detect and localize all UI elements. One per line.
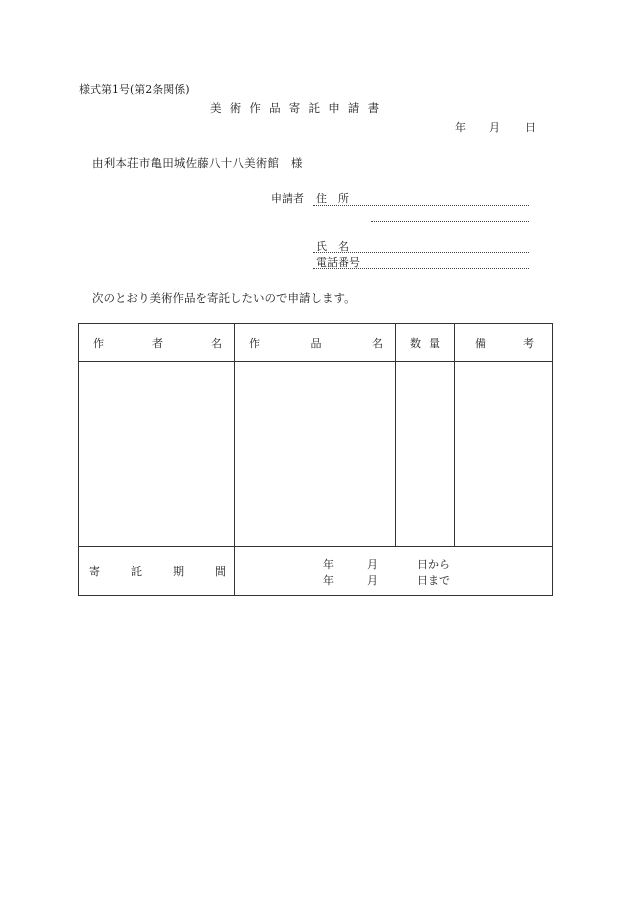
date-year: 年: [455, 121, 466, 134]
deposit-period-label: 寄 託 期 間: [79, 547, 235, 596]
remarks-header: 備 考: [455, 324, 553, 362]
phone-field-line[interactable]: [313, 254, 529, 269]
application-statement: 次のとおり美術作品を寄託したいので申請します。: [92, 291, 356, 305]
quantity-cell[interactable]: [396, 362, 455, 547]
table-row: [79, 362, 553, 547]
addressee: 由利本荘市亀田城佐藤八十八美術館 様: [92, 156, 303, 170]
deposit-period-values[interactable]: [235, 547, 553, 596]
remarks-cell[interactable]: [455, 362, 553, 547]
artwork-table: [78, 323, 553, 596]
address-field-line-2[interactable]: [371, 207, 529, 222]
phone-label: 電話番号: [316, 256, 360, 269]
table-header-row: [79, 324, 553, 362]
author-name-header: 作 者 名: [79, 324, 235, 362]
form-number: 様式第1号(第2条関係): [79, 83, 190, 96]
work-title-header: 作 品 名: [235, 324, 396, 362]
application-date: [455, 119, 536, 135]
address-label: 住 所: [316, 192, 349, 205]
deposit-period-row: [79, 547, 553, 596]
quantity-header: 数 量: [396, 324, 455, 362]
period-from: 年 月 日から: [323, 558, 450, 571]
name-label: 氏 名: [316, 240, 349, 253]
name-field-line[interactable]: [313, 238, 529, 253]
form-title: 美術作品寄託申請書: [210, 101, 388, 115]
author-name-cell[interactable]: [79, 362, 235, 547]
period-to: 年 月 日まで: [323, 574, 450, 587]
address-field-line-1[interactable]: [313, 191, 529, 206]
date-month: 月: [489, 121, 500, 134]
work-title-cell[interactable]: [235, 362, 396, 547]
applicant-label: 申請者: [271, 192, 304, 205]
date-day: 日: [525, 121, 536, 134]
